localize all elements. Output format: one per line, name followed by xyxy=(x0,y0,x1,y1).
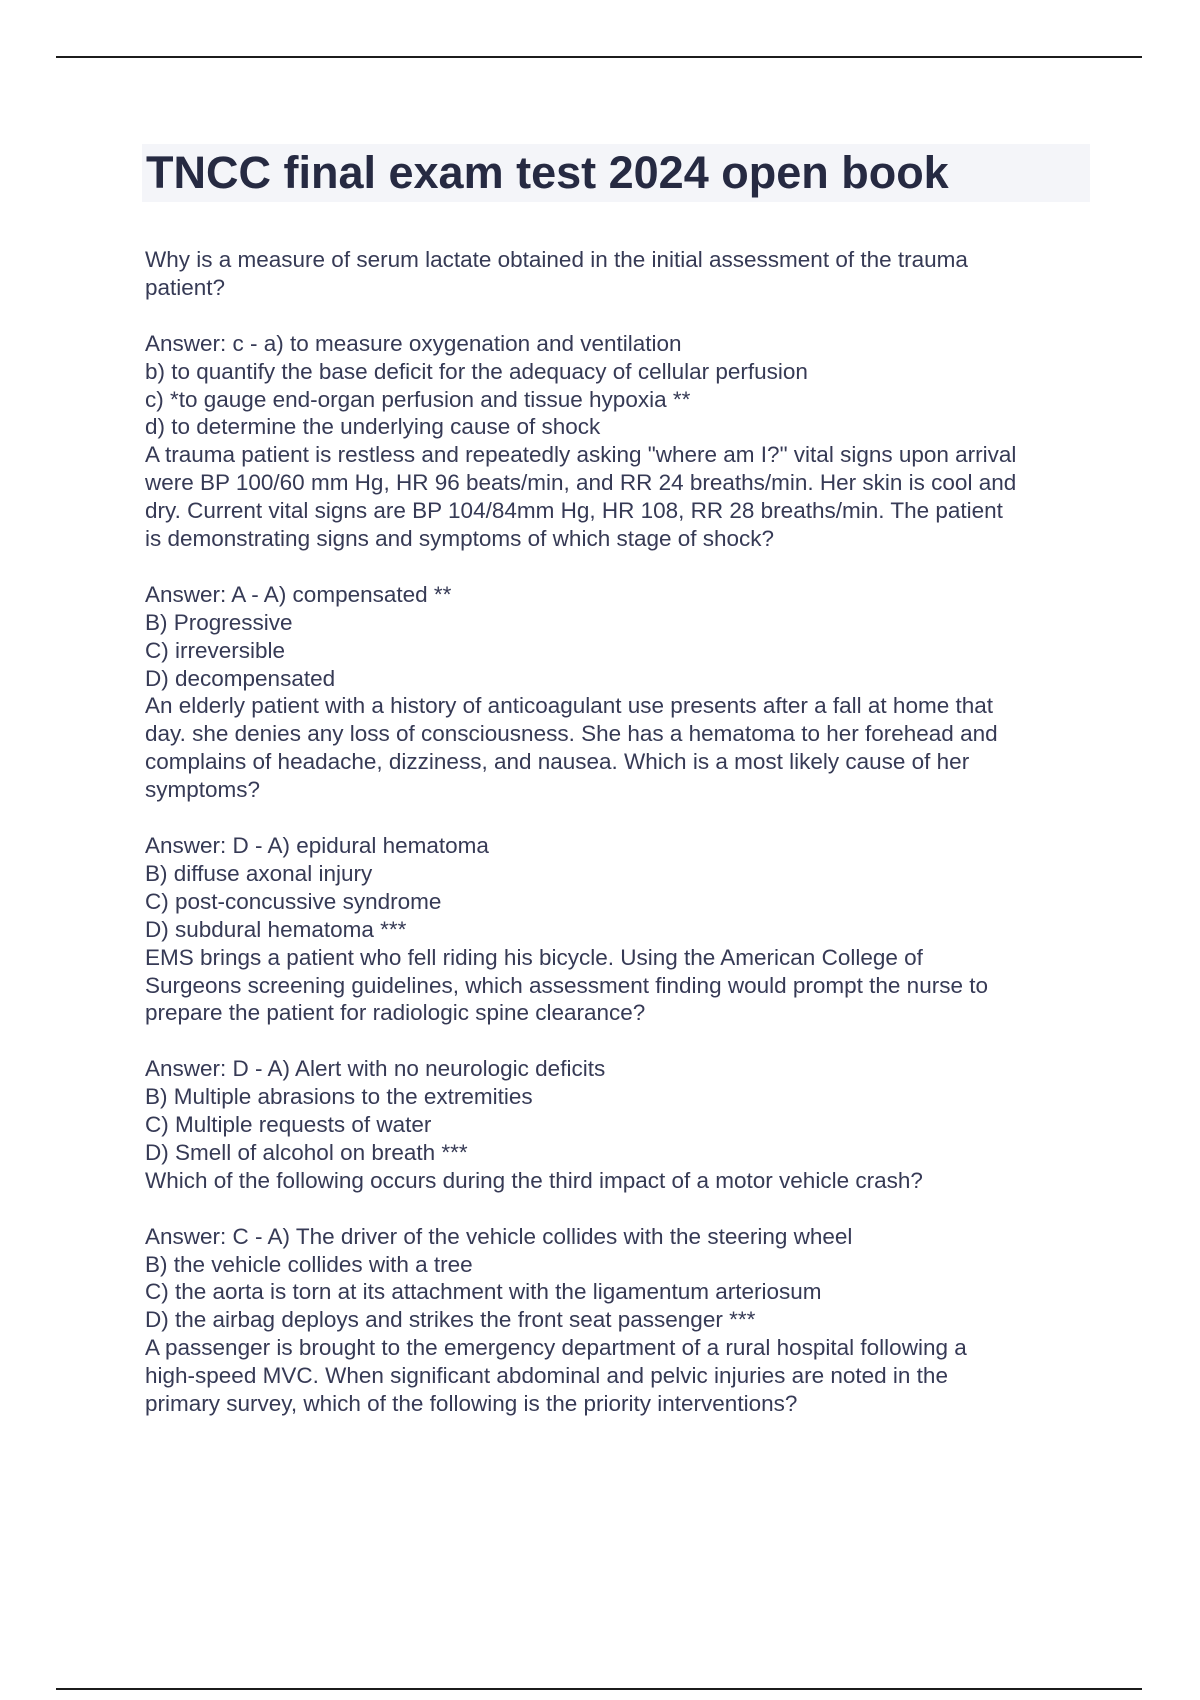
answer-option: D) decompensated xyxy=(145,665,336,691)
document-title: TNCC final exam test 2024 open book xyxy=(146,147,949,198)
spacer xyxy=(145,1195,1095,1223)
header-rule xyxy=(56,56,1142,58)
answer-block xyxy=(145,1055,1095,1167)
spacer xyxy=(145,302,1095,330)
question-line: An elderly patient with a history of anticoagulant use presents after a fall at home that xyxy=(145,693,993,719)
question-block xyxy=(145,441,1095,553)
answer-block xyxy=(145,581,1095,693)
question-line: dry. Current vital signs are BP 104/84mm Hg, HR 108, RR 28 breaths/min. The patient xyxy=(145,498,1003,524)
spacer xyxy=(145,553,1095,581)
question-block xyxy=(145,944,1095,1028)
question-block xyxy=(145,246,1095,302)
spacer xyxy=(145,1027,1095,1055)
question-line: were BP 100/60 mm Hg, HR 96 beats/min, and RR 24 breaths/min. Her skin is cool and xyxy=(145,470,1017,496)
answer-option: B) diffuse axonal injury xyxy=(145,860,373,886)
question-line: is demonstrating signs and symptoms of which stage of shock? xyxy=(145,526,775,552)
answer-block xyxy=(145,330,1095,442)
question-line: complains of headache, dizziness, and nausea. Which is a most likely cause of her xyxy=(145,749,970,775)
answer-option: D) subdural hematoma *** xyxy=(145,916,407,942)
question-line: day. she denies any loss of consciousness. She has a hematoma to her forehead and xyxy=(145,721,998,747)
spacer xyxy=(145,804,1095,832)
question-line: A trauma patient is restless and repeatedly asking "where am I?" vital signs upon arrival xyxy=(145,442,1017,468)
answer-option: C) Multiple requests of water xyxy=(145,1112,432,1138)
answer-line: Answer: D - A) epidural hematoma xyxy=(145,832,489,858)
question-line: A passenger is brought to the emergency department of a rural hospital following a xyxy=(145,1335,967,1361)
answer-option: D) Smell of alcohol on breath *** xyxy=(145,1139,468,1165)
answer-option: C) irreversible xyxy=(145,637,286,663)
answer-option: B) Multiple abrasions to the extremities xyxy=(145,1084,533,1110)
question-line: primary survey, which of the following is the priority interventions? xyxy=(145,1391,798,1417)
answer-option: b) to quantify the base deficit for the adequacy of cellular perfusion xyxy=(145,358,808,384)
question-block xyxy=(145,1334,1095,1418)
question-line: high-speed MVC. When significant abdominal and pelvic injuries are noted in the xyxy=(145,1363,948,1389)
question-line: symptoms? xyxy=(145,777,261,803)
question-line: patient? xyxy=(145,274,226,300)
question-line: prepare the patient for radiologic spine clearance? xyxy=(145,1000,646,1026)
answer-line: Answer: c - a) to measure oxygenation and ventilation xyxy=(145,330,682,356)
answer-option: B) the vehicle collides with a tree xyxy=(145,1251,473,1277)
answer-option: c) *to gauge end-organ perfusion and tissue hypoxia ** xyxy=(145,386,691,412)
answer-block xyxy=(145,832,1095,944)
document-body xyxy=(145,246,1095,1418)
footer-rule xyxy=(56,1688,1142,1690)
question-line: Surgeons screening guidelines, which assessment finding would prompt the nurse to xyxy=(145,972,988,998)
answer-option: B) Progressive xyxy=(145,609,293,635)
answer-option: C) the aorta is torn at its attachment with the ligamentum arteriosum xyxy=(145,1279,822,1305)
question-block xyxy=(145,692,1095,804)
answer-option: D) the airbag deploys and strikes the front seat passenger *** xyxy=(145,1307,756,1333)
answer-option: C) post-concussive syndrome xyxy=(145,888,442,914)
answer-line: Answer: D - A) Alert with no neurologic deficits xyxy=(145,1056,606,1082)
question-line: Why is a measure of serum lactate obtained in the initial assessment of the trauma xyxy=(145,247,968,272)
answer-option: d) to determine the underlying cause of shock xyxy=(145,414,601,440)
question-line: EMS brings a patient who fell riding his bicycle. Using the American College of xyxy=(145,944,923,970)
answer-line: Answer: A - A) compensated ** xyxy=(145,581,452,607)
question-block xyxy=(145,1167,1095,1195)
question-line: Which of the following occurs during the third impact of a motor vehicle crash? xyxy=(145,1167,923,1193)
answer-block xyxy=(145,1223,1095,1335)
answer-line: Answer: C - A) The driver of the vehicle collides with the steering wheel xyxy=(145,1223,853,1249)
